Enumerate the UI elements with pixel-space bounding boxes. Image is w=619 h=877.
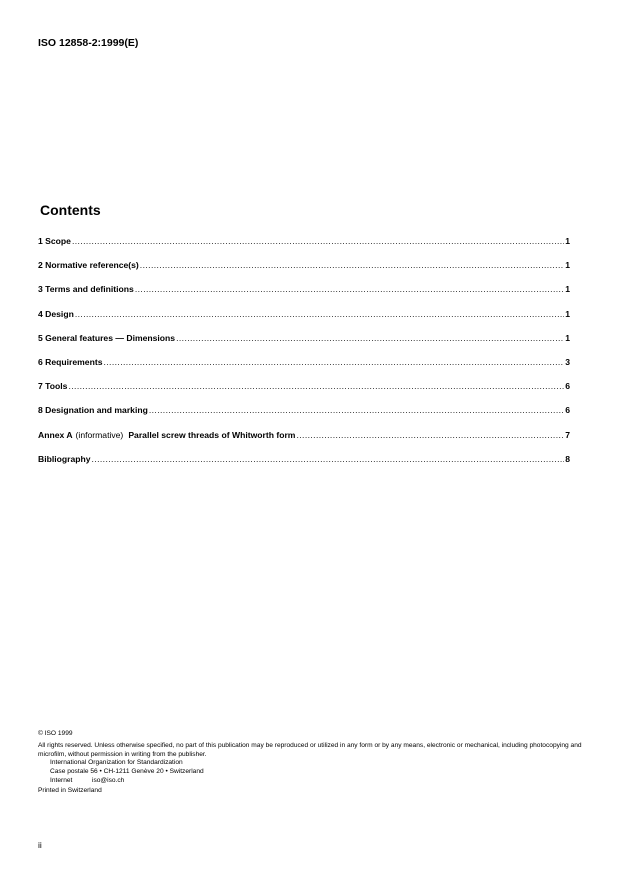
toc-entry-title: 4 Design	[38, 308, 74, 319]
toc-entry-page: 3	[565, 356, 570, 367]
toc-leader	[72, 236, 564, 246]
toc-entry-title: 2 Normative reference(s)	[38, 260, 139, 271]
organization-internet	[50, 777, 583, 786]
internet-label: Internet	[50, 776, 73, 784]
organization-postal-address: Case postale 56 • CH-1211 Genève 20 • Switzerland	[50, 768, 204, 776]
toc-leader	[140, 260, 564, 270]
organization-address	[38, 759, 583, 785]
toc-entry-page: 1	[565, 332, 570, 343]
toc-entry-designation-and-marking[interactable]	[38, 405, 570, 429]
toc-entry-title: 5 General features — Dimensions	[38, 332, 176, 343]
toc-entry-page: 6	[565, 405, 570, 416]
toc-entry-page: 1	[565, 308, 570, 319]
toc-entry-title	[38, 430, 295, 440]
toc-entry-bibliography[interactable]	[38, 454, 570, 478]
printed-location: Printed in Switzerland	[38, 786, 102, 794]
toc-leader	[75, 309, 564, 319]
rights-statement: All rights reserved. Unless otherwise specified, no part of this publication may be reproduced or utilized in any form or by any means, electronic or mechanical, including photocopying and microfilm, without permission in writing from the publisher.	[38, 741, 582, 758]
table-of-contents	[38, 236, 570, 478]
contents-heading: Contents	[40, 202, 101, 218]
toc-leader	[68, 381, 564, 391]
toc-entry-title: 8 Designation and marking	[38, 405, 148, 416]
toc-leader	[296, 430, 564, 440]
toc-entry-page: 7	[565, 429, 570, 440]
copyright-footer	[38, 730, 583, 796]
toc-entry-page: 1	[565, 260, 570, 271]
toc-entry-title: 1 Scope	[38, 236, 71, 246]
copyright-notice: © ISO 1999	[38, 730, 73, 737]
page-number: ii	[38, 840, 42, 850]
toc-entry-annex-a[interactable]	[38, 430, 570, 454]
toc-leader	[176, 333, 564, 343]
toc-entry-normative-references[interactable]	[38, 260, 570, 284]
toc-entry-title: Bibliography	[38, 453, 91, 464]
toc-leader	[103, 357, 564, 367]
annex-label: Annex A	[38, 429, 73, 440]
toc-entry-scope[interactable]	[38, 236, 570, 260]
toc-entry-general-features[interactable]	[38, 333, 570, 357]
organization-name: International Organization for Standardization	[50, 759, 183, 767]
toc-entry-title: 6 Requirements	[38, 356, 103, 367]
annex-type: (informative)	[75, 429, 124, 440]
toc-entry-page: 8	[565, 453, 570, 464]
toc-entry-terms-and-definitions[interactable]	[38, 284, 570, 308]
toc-leader	[135, 284, 564, 294]
toc-entry-page: 6	[565, 381, 570, 392]
toc-entry-page: 1	[565, 236, 570, 246]
toc-entry-design[interactable]	[38, 309, 570, 333]
toc-entry-title: 7 Tools	[38, 381, 68, 392]
toc-entry-tools[interactable]	[38, 381, 570, 405]
toc-entry-title: 3 Terms and definitions	[38, 284, 134, 295]
document-id: ISO 12858-2:1999(E)	[38, 37, 139, 49]
toc-entry-requirements[interactable]	[38, 357, 570, 381]
internet-email-link[interactable]: iso@iso.ch	[92, 776, 125, 784]
annex-title: Parallel screw threads of Whitworth form	[128, 429, 296, 440]
toc-entry-page: 1	[565, 284, 570, 295]
toc-leader	[92, 454, 565, 464]
toc-leader	[149, 405, 564, 415]
